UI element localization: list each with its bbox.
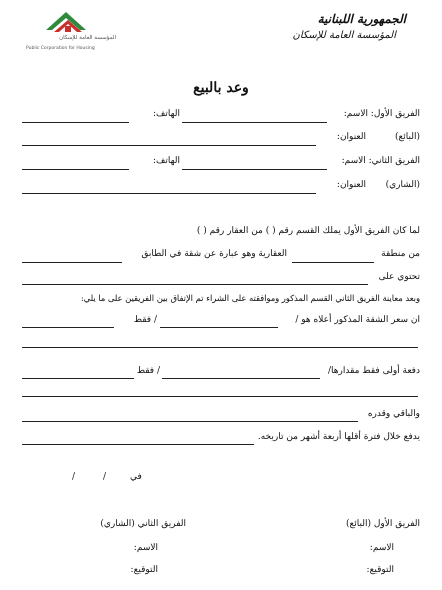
contents-line[interactable] [22,284,368,285]
party1-phone-line[interactable] [22,122,129,123]
party1-name-line[interactable] [182,122,327,123]
party2-address-label: العنوان: [336,180,366,190]
document-title: وعد بالبيع [193,80,249,96]
party1-name-label: الفريق الأول: الاسم: [343,109,420,119]
first-payment-amount-line[interactable] [162,378,320,379]
housing-logo [18,8,118,58]
party2-signature-title: الفريق الثاني (الشاري) [100,519,186,529]
house-roof-icon [38,8,98,34]
government-name: الجمهورية اللبنانية [317,12,406,26]
logo-arabic-text: المؤسسة العامة للإسكان [59,35,116,41]
remainder-label: والباقي وقدره [367,409,420,419]
party2-role-label: (الشاري) [385,180,420,190]
clause-contains-label: تحتوي على [378,272,420,282]
institution-name: المؤسسة العامة للإسكان [292,30,396,41]
price-label: ان سعر الشقة المذكور أعلاه هو / [295,315,420,325]
logo-english-text: Public Corporation for Housing [26,46,95,51]
floor-line[interactable] [22,262,122,263]
date-separator-2: / [72,472,76,482]
party2-name-line[interactable] [182,169,327,170]
price-words-line-2[interactable] [22,347,418,348]
date-separator-1: / [103,472,107,482]
party1-address-label: العنوان: [336,132,366,142]
party1-phone-label: الهاتف: [153,109,180,119]
first-payment-label: دفعة أولى فقط مقدارها/ [327,366,420,376]
party1-address-line[interactable] [22,145,316,146]
price-amount-line[interactable] [160,327,278,328]
clause-floor-label: العقارية وهو عبارة عن شقة في الطابق [141,249,287,259]
party2-signature-name-label: الاسم: [133,543,158,553]
clause-ownership: لما كان الفريق الأول يملك القسم رقم ( ) من العقار رقم ( ) [196,226,420,236]
region-line[interactable] [292,262,374,263]
party2-signature-sign-label: التوقيع: [130,565,158,575]
payment-term: يدفع خلال فترة أقلها أربعة أشهر من تاريخه. [257,432,420,442]
clause-agreement: وبعد معاينة الفريق الثاني القسم المذكور وموافقته على الشراء تم الإتفاق بين الفريقين على ما يلي: [80,293,420,303]
party1-role-label: (البائع) [394,132,420,142]
party1-signature-title: الفريق الأول (البائع) [345,519,420,529]
price-suffix: / فقط [133,315,157,325]
first-payment-words-line[interactable] [22,378,134,379]
date-in-label: في [130,472,142,482]
party2-phone-line[interactable] [22,169,129,170]
price-words-line[interactable] [22,327,114,328]
first-payment-suffix: / فقط [136,366,160,376]
party1-signature-sign-label: التوقيع: [366,565,394,575]
party2-name-label: الفريق الثاني: الاسم: [341,156,420,166]
payment-term-line[interactable] [22,444,254,445]
party2-address-line[interactable] [22,193,316,194]
party2-phone-label: الهاتف: [153,156,180,166]
first-payment-words-line-2[interactable] [22,396,418,397]
party1-signature-name-label: الاسم: [369,543,394,553]
clause-region-label: من منطقة [381,249,420,259]
remainder-line[interactable] [22,421,358,422]
